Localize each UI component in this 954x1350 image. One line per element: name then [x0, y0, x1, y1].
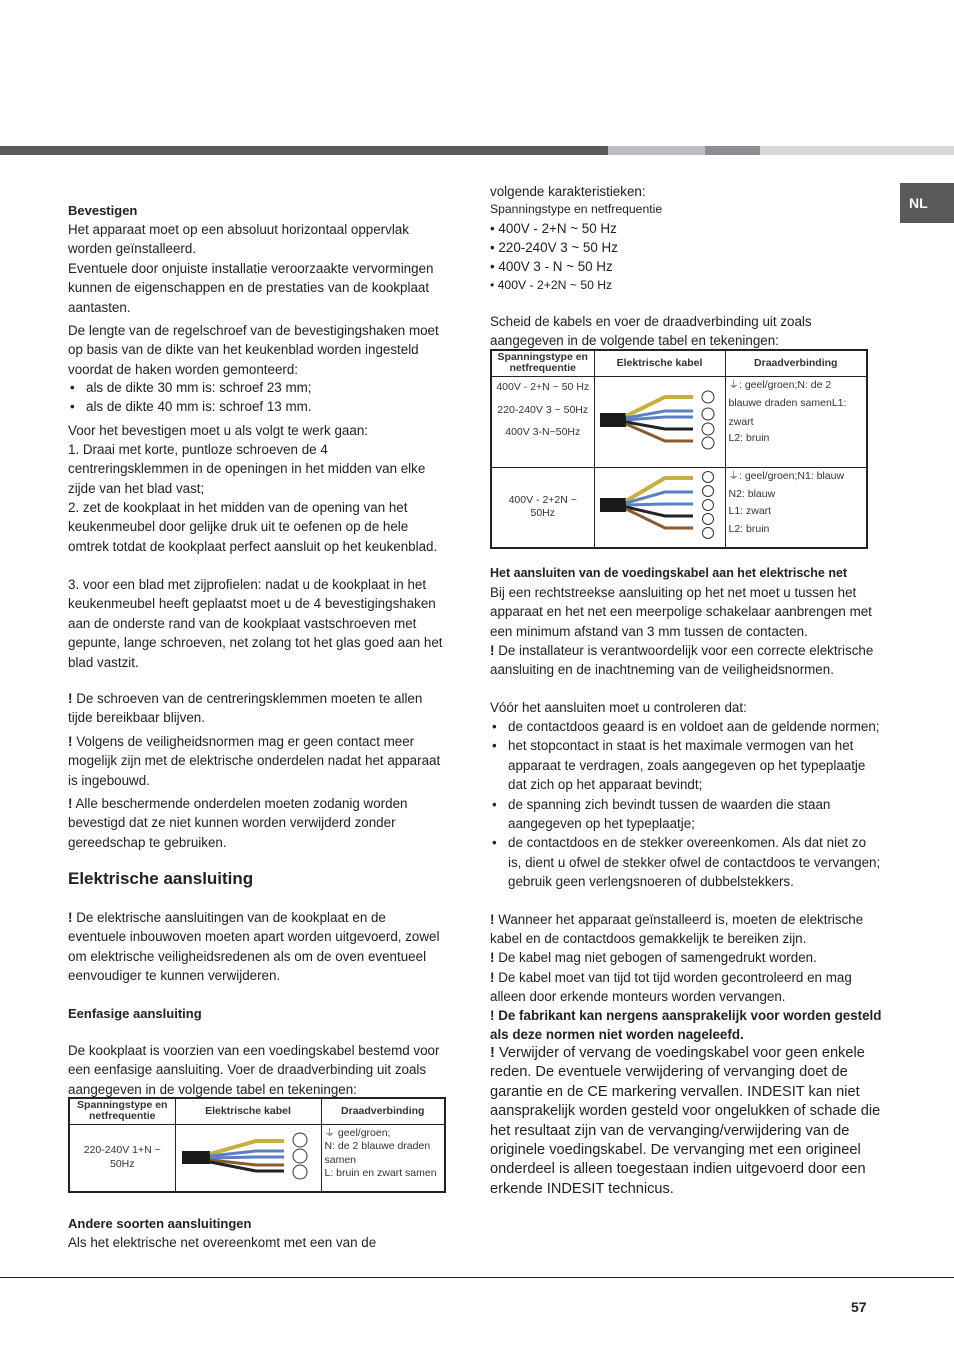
warning-mark: !	[68, 734, 73, 749]
wiring-line: L1: zwart	[728, 505, 772, 517]
multi-phase-table	[490, 349, 868, 549]
net-warning-1	[490, 641, 882, 680]
net-paragraph-1: Bij een rechtstreekse aansluiting op het net moet u tussen het apparaat en het net een meerpolige schakelaar aanbrengen met een minimum afstand van 3 mm tussen de contacten.	[490, 585, 872, 639]
cable-drawing	[595, 468, 724, 542]
elektrische-heading: Elektrische aansluiting	[68, 869, 254, 888]
single-phase-table	[68, 1097, 446, 1193]
warning-3	[68, 794, 446, 852]
cable-drawing-cell	[594, 376, 725, 468]
wiring-cell	[725, 376, 867, 468]
list-item: • als de dikte 30 mm is: schroef 23 mm;	[68, 378, 446, 397]
step-3: 3. voor een blad met zijprofielen: nadat u de kookplaat in het keukenmeubel heeft geplaatst moet u de 4 bevestigingshaken aan de onderste rand van de kookplaat vastschroeven met gepunte, lange schroeven, net zolang tot het glas goed aan het blad vastzit.	[68, 577, 443, 670]
warning-mark: !	[68, 691, 73, 706]
warning-4	[68, 908, 446, 986]
cable-drawing	[595, 377, 724, 463]
list-item: • als de dikte 40 mm is: schroef 13 mm.	[68, 397, 446, 416]
thickness-list	[68, 378, 446, 417]
step-1: 1. Draai met korte, puntloze schroeven de 4 centreringsklemmen in de openingen in het midden van elke zijde van het blad vast;	[68, 442, 426, 496]
warning-text: Volgens de veiligheidsnormen mag er geen contact meer mogelijk zijn met de elektrische onderdelen nadat het apparaat is ingebouwd.	[68, 734, 441, 788]
voltage-cell: 220-240V 1+N ~ 50Hz	[69, 1124, 175, 1192]
header-bar-light	[608, 146, 705, 155]
warning-d	[490, 1006, 882, 1045]
table-header: Elektrische kabel	[175, 1098, 321, 1124]
warning-text: De kabel mag niet gebogen of samengedrukt worden.	[498, 950, 817, 965]
earth-icon: ⏚	[728, 470, 739, 482]
bevestigen-heading: Bevestigen	[68, 203, 138, 218]
list-item: • de contactdoos en de stekker overeenkomen. Als dat niet zo is, dient u ofwel de stekker ofwel de contactdoos te vervangen; gebruik geen verlengsnoeren of dubbelstekkers.	[490, 833, 882, 891]
warning-text: De schroeven van de centreringsklemmen moeten te allen tijde bereikbaar blijven.	[68, 691, 423, 726]
earth-icon: ⏚	[324, 1126, 335, 1139]
wiring-line: ⏚: geel/groen;N1: blauw	[728, 470, 845, 482]
warning-e	[490, 1044, 882, 1199]
eenfasig-heading: Eenfasige aansluiting	[68, 1006, 202, 1021]
warning-mark: !	[490, 1008, 495, 1023]
andere-heading: Andere soorten aansluitingen	[68, 1216, 252, 1231]
warning-mark: !	[490, 643, 495, 658]
wiring-cell	[321, 1124, 445, 1192]
cable-drawing-cell	[594, 468, 725, 548]
wiring-line: ⏚ geel/groen;	[324, 1126, 391, 1139]
voltage-type-3: • 400V 3 - N ~ 50 Hz	[490, 259, 613, 274]
cable-drawing	[176, 1125, 320, 1187]
voltage-type-2: • 220-240V 3 ~ 50 Hz	[490, 240, 618, 255]
intro-text: volgende karakteristieken:	[490, 184, 646, 199]
wiring-line: L2: bruin	[728, 432, 770, 444]
list-item: • de contactdoos geaard is en voldoet aan de geldende normen;	[490, 717, 882, 736]
warning-a	[490, 910, 882, 949]
warning-b	[490, 948, 882, 967]
wiring-line: zwart	[728, 415, 754, 428]
warning-mark: !	[490, 950, 495, 965]
voltage-cell: 400V - 2+N ~ 50 Hz 220-240V 3 ~ 50Hz 400V 3-N~50Hz	[491, 376, 594, 468]
warning-text: De fabrikant kan nergens aansprakelijk voor worden gesteld als deze normen niet worden nageleefd.	[490, 1008, 882, 1043]
cable-drawing-cell	[175, 1124, 321, 1192]
check-list	[490, 717, 882, 892]
warning-c	[490, 968, 882, 1007]
table-header: Draadverbinding	[725, 350, 867, 376]
warning-mark: !	[490, 912, 495, 927]
table-header: Spanningstype en netfrequentie	[491, 350, 594, 376]
andere-paragraph: Als het elektrische net overeenkomt met een van de	[68, 1235, 377, 1250]
warning-text: Wanneer het apparaat geïnstalleerd is, moeten de elektrische kabel en de contactdoos gemakkelijk te bereiken zijn.	[490, 912, 864, 947]
bevestigen-paragraph-4: Voor het bevestigen moet u als volgt te werk gaan:	[68, 423, 368, 438]
warning-text: De installateur is verantwoordelijk voor een correcte elektrische aansluiting en de inachtneming van de veiligheidsnormen.	[490, 643, 874, 678]
warning-mark: !	[490, 1045, 495, 1061]
header-bar	[0, 146, 954, 155]
earth-icon: ⏚	[728, 378, 739, 391]
net-heading: Het aansluiten van de voedingskabel aan het elektrische net	[490, 566, 848, 580]
warning-text: Verwijder of vervang de voedingskabel voor geen enkele reden. De eventuele verwijdering of vervanging doet de garantie en de CE markering vervallen. INDESIT kan niet aansprakelijk worden gesteld voor ongelukken of schade die het resultaat zijn van de vervanging/verwijdering van de originele voedingskabel. De vervanging met een origineel onderdeel is alleen toegestaan indien uitgevoerd door een erkende INDESIT technicus.	[490, 1045, 881, 1197]
bevestigen-paragraph-3: De lengte van de regelschroef van de bevestigingshaken moet op basis van de dikte van het keukenblad worden ingesteld voordat de haken worden gemonteerd:	[68, 323, 439, 377]
wiring-line: ⏚: geel/groen;N: de 2	[728, 378, 832, 391]
table-header: Draadverbinding	[321, 1098, 445, 1124]
warning-text: De elektrische aansluitingen van de kookplaat en de eventuele inbouwoven moeten apart worden uitgevoerd, zowel om elektrische veiligheidsredenen als om de oven eventueel eenvoudiger te kunnen verwijderen.	[68, 910, 440, 984]
warning-mark: !	[68, 796, 73, 811]
voltage-type-4: • 400V - 2+2N ~ 50 Hz	[490, 278, 613, 292]
scheid-paragraph: Scheid de kabels en voer de draadverbinding uit zoals aangegeven in de volgende tabel en tekeningen:	[490, 314, 812, 349]
warning-2	[68, 732, 446, 790]
warning-text: De kabel moet van tijd tot tijd worden gecontroleerd en mag alleen door erkende monteurs worden vervangen.	[490, 970, 852, 1005]
eenfasig-paragraph: De kookplaat is voorzien van een voedingskabel bestemd voor een eenfasige aansluiting. Voer de draadverbinding uit zoals aangegeven in de volgende tabel en tekeningen:	[68, 1043, 440, 1097]
wiring-line: N: de 2 blauwe draden samen	[324, 1140, 431, 1166]
voltage-cell: 400V - 2+2N ~ 50Hz	[491, 468, 594, 548]
header-bar-dark	[0, 146, 608, 155]
footer-rule	[0, 1277, 954, 1278]
table-header: Spanningstype en netfrequentie	[69, 1098, 175, 1124]
bevestigen-paragraph-2: Eventuele door onjuiste installatie veroorzaakte vervormingen kunnen de eigenschappen en de prestaties van de kookplaat aantasten.	[68, 261, 434, 315]
wiring-line: N2: blauw	[728, 487, 776, 500]
bevestigen-paragraph-1: Het apparaat moet op een absoluut horizontaal oppervlak worden geïnstalleerd.	[68, 222, 409, 257]
net-paragraph-2: Vóór het aansluiten moet u controleren dat:	[490, 700, 747, 715]
warning-1	[68, 689, 446, 728]
warning-mark: !	[68, 910, 73, 925]
warning-text: Alle beschermende onderdelen moeten zodanig worden bevestigd dat ze niet kunnen worden verwijderd zonder gereedschap te gebruiken.	[68, 796, 408, 850]
page-number: 57	[851, 1299, 867, 1315]
warning-mark: !	[490, 970, 495, 985]
list-item: • het stopcontact in staat is het maximale vermogen van het apparaat te verdragen, zoals aangegeven op het typeplaatje dat zich op het apparaat bevindt;	[490, 736, 882, 794]
wiring-line: L2: bruin	[728, 522, 770, 535]
table-header: Elektrische kabel	[594, 350, 725, 376]
header-bar-lighter	[760, 146, 954, 155]
list-item: • de spanning zich bevindt tussen de waarden die staan aangegeven op het typeplaatje;	[490, 795, 882, 834]
wiring-line: L: bruin en zwart samen	[324, 1167, 437, 1179]
voltage-type-1: • 400V - 2+N ~ 50 Hz	[490, 221, 617, 236]
voltage-subtitle: Spanningstype en netfrequentie	[490, 202, 663, 216]
header-bar-mid	[705, 146, 760, 155]
wiring-line: blauwe draden samenL1:	[728, 397, 847, 409]
step-2: 2. zet de kookplaat in het midden van de opening van het keukenmeubel door gelijke druk uit te oefenen op de hele omtrek totdat de kookplaat perfect aansluit op het keukenblad.	[68, 500, 438, 554]
language-tab: NL	[900, 183, 954, 223]
wiring-cell	[725, 468, 867, 548]
